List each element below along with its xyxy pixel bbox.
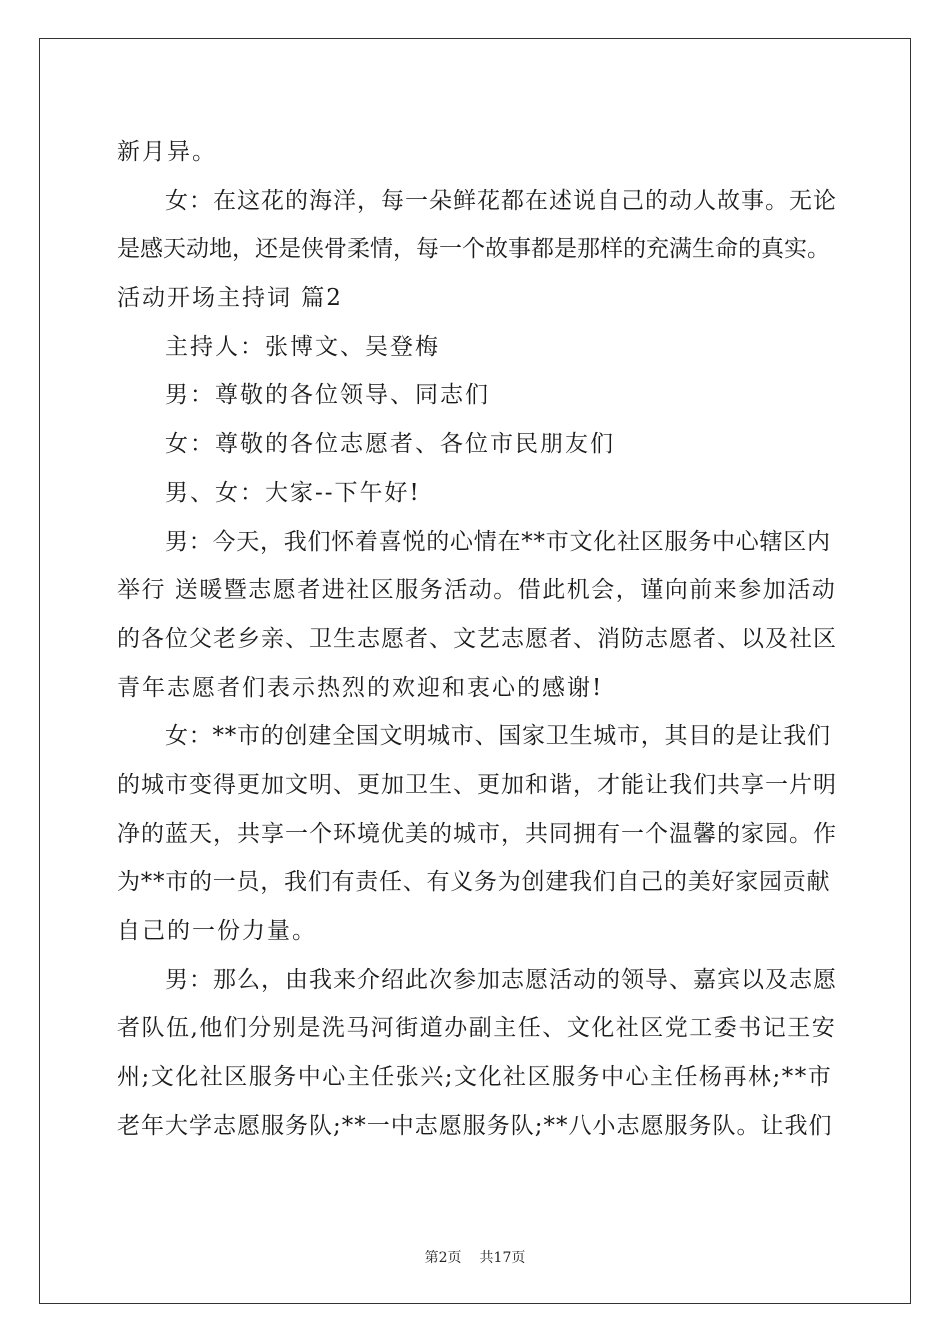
text-line: 的城市变得更加文明、更加卫生、更加和谐，才能让我们共享一片明	[117, 771, 837, 798]
text-line: 男、女：大家--下午好!	[165, 479, 421, 506]
text-line: 自己的一份力量。	[117, 918, 317, 944]
text-line: 男：尊敬的各位领导、同志们	[165, 382, 490, 409]
text-line: 净的蓝天，共享一个环境优美的城市，共同拥有一个温馨的家园。作	[117, 820, 837, 847]
text-line: 是感天动地，还是侠骨柔情，每一个故事都是那样的充满生命的真实。	[117, 236, 830, 263]
document-body	[117, 128, 837, 1150]
page-footer	[0, 1247, 950, 1267]
text-line: 女：在这花的海洋，每一朵鲜花都在述说自己的动人故事。无论	[165, 187, 837, 214]
text-line: 女：尊敬的各位志愿者、各位市民朋友们	[165, 431, 615, 458]
text-line: 为**市的一员，我们有责任、有义务为创建我们自己的美好家园贡献	[117, 869, 831, 896]
text-line: 男：那么，由我来介绍此次参加志愿活动的领导、嘉宾以及志愿	[165, 966, 837, 993]
text-line: 主持人：张博文、吴登梅	[165, 333, 440, 360]
text-line: 女：**市的创建全国文明城市、国家卫生城市，其目的是让我们	[165, 723, 831, 750]
text-line: 新月异。	[117, 139, 217, 165]
total-pages-label: 共17页	[479, 1250, 526, 1266]
text-line: 者队伍,他们分别是洗马河街道办副主任、文化社区党工委书记王安	[117, 1015, 837, 1042]
text-line: 的各位父老乡亲、卫生志愿者、文艺志愿者、消防志愿者、以及社区	[117, 625, 837, 652]
text-line: 州;文化社区服务中心主任张兴;文化社区服务中心主任杨再林;**市	[117, 1064, 833, 1091]
text-line: 男：今天，我们怀着喜悦的心情在**市文化社区服务中心辖区内	[165, 528, 831, 555]
text-line: 老年大学志愿服务队;**一中志愿服务队;**八小志愿服务队。让我们	[117, 1112, 833, 1139]
text-line: 活动开场主持词 篇2	[117, 285, 343, 312]
text-line: 青年志愿者们表示热烈的欢迎和衷心的感谢!	[117, 674, 604, 701]
text-line: 举行 送暖暨志愿者进社区服务活动。借此机会，谨向前来参加活动	[117, 577, 837, 604]
current-page-label: 第2页	[424, 1250, 462, 1266]
